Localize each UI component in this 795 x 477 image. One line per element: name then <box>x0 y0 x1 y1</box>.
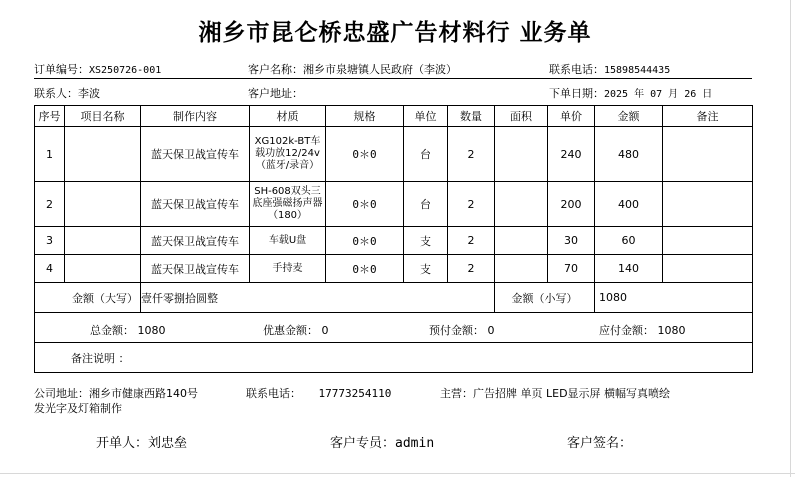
cell-price: 200 <box>548 182 595 227</box>
cell-unit: 支 <box>404 227 448 255</box>
cell-content: 蓝天保卫战宣传车 <box>141 127 250 182</box>
header-note: 备注 <box>663 106 753 127</box>
main-business-line2: 发光字及灯箱制作 <box>34 402 122 415</box>
cell-project <box>65 255 141 283</box>
order-date-label: 下单日期： <box>549 87 604 100</box>
customer-rep-label: 客户专员： <box>330 436 396 451</box>
payable-label: 应付金额： <box>599 323 654 337</box>
remark-row <box>35 343 753 373</box>
company-address-value: 湘乡市健康西路140号 <box>89 387 198 400</box>
cell-index: 2 <box>35 182 65 227</box>
discount-amount <box>263 322 329 338</box>
cell-price: 70 <box>548 255 595 283</box>
customer-address-label: 客户地址： <box>248 87 303 100</box>
cell-note <box>663 227 753 255</box>
customer-name-field <box>248 61 457 77</box>
issuer-signature <box>96 432 187 451</box>
header-spec: 规格 <box>326 106 404 127</box>
main-business-label: 主营： <box>440 387 473 400</box>
cell-note <box>663 255 753 283</box>
contact-person-value: 李波 <box>78 87 100 100</box>
order-date-value: 2025 年 07 月 26 日 <box>604 89 713 100</box>
cell-amount: 400 <box>595 182 663 227</box>
header-content: 制作内容 <box>141 106 250 127</box>
header-qty: 数量 <box>448 106 495 127</box>
prepaid-label: 预付金额： <box>429 323 484 337</box>
issuer-label: 开单人： <box>96 436 149 451</box>
order-date-field <box>549 85 712 101</box>
amount-upper-value: 壹仟零捌拾圆整 <box>141 283 495 313</box>
cell-index: 1 <box>35 127 65 182</box>
cell-unit: 台 <box>404 182 448 227</box>
cell-amount: 140 <box>595 255 663 283</box>
cell-qty: 2 <box>448 182 495 227</box>
contact-person-label: 联系人： <box>34 87 78 100</box>
remark-label: 备注说明 ： <box>35 343 753 373</box>
amount-lower-value: 1080 <box>595 283 753 313</box>
cell-area <box>495 182 548 227</box>
order-number-field <box>34 61 161 77</box>
table-row <box>35 255 753 283</box>
totals-cell <box>35 313 753 343</box>
header-area: 面积 <box>495 106 548 127</box>
cell-note <box>663 182 753 227</box>
cell-content: 蓝天保卫战宣传车 <box>141 182 250 227</box>
cell-content: 蓝天保卫战宣传车 <box>141 255 250 283</box>
cell-project <box>65 227 141 255</box>
contact-phone-label: 联系电话： <box>549 63 604 76</box>
total-label: 总金额： <box>90 323 134 337</box>
cell-price: 240 <box>548 127 595 182</box>
main-business-line1: 广告招牌 单页 LED显示屏 横幅写真喷绘 <box>473 387 671 400</box>
table-header-row <box>35 106 753 127</box>
cell-spec: 0＊0 <box>326 182 404 227</box>
company-address-label: 公司地址： <box>34 387 89 400</box>
total-amount <box>90 322 166 338</box>
prepaid-value: 0 <box>487 323 495 337</box>
info-divider <box>34 78 752 79</box>
frame-bottom-border <box>0 473 795 474</box>
cell-project <box>65 182 141 227</box>
cell-index: 3 <box>35 227 65 255</box>
company-phone <box>246 385 391 401</box>
header-index: 序号 <box>35 106 65 127</box>
prepaid-amount <box>429 322 495 338</box>
cell-unit: 支 <box>404 255 448 283</box>
amount-summary-row <box>35 283 753 313</box>
cell-content: 蓝天保卫战宣传车 <box>141 227 250 255</box>
payable-amount <box>599 322 686 338</box>
cell-price: 30 <box>548 227 595 255</box>
table-row <box>35 227 753 255</box>
totals-row <box>35 313 753 343</box>
company-address <box>34 385 198 401</box>
header-unit: 单位 <box>404 106 448 127</box>
header-project: 项目名称 <box>65 106 141 127</box>
amount-upper-label: 金额（大写） <box>35 283 141 313</box>
contact-phone-field <box>549 61 670 77</box>
cell-area <box>495 227 548 255</box>
order-number-label: 订单编号： <box>34 63 89 76</box>
customer-name-label: 客户名称： <box>248 63 303 76</box>
document-title: 湘乡市昆仑桥忠盛广告材料行 业务单 <box>198 20 592 46</box>
customer-signature <box>567 432 632 451</box>
cell-unit: 台 <box>404 127 448 182</box>
customer-name-value: 湘乡市泉塘镇人民政府（李波） <box>303 63 457 76</box>
cell-project <box>65 127 141 182</box>
cell-qty: 2 <box>448 127 495 182</box>
discount-value: 0 <box>321 323 329 337</box>
cell-area <box>495 127 548 182</box>
contact-phone-value: 15898544435 <box>604 65 671 76</box>
cell-amount: 60 <box>595 227 663 255</box>
customer-signature-label: 客户签名： <box>567 436 633 451</box>
cell-note <box>663 127 753 182</box>
issuer-value: 刘忠垒 <box>148 436 188 451</box>
amount-lower-label: 金额（小写） <box>495 283 595 313</box>
cell-spec: 0＊0 <box>326 227 404 255</box>
contact-person-field <box>34 85 100 101</box>
cell-material: 车载U盘 <box>250 227 326 255</box>
company-phone-label: 联系电话： <box>246 387 301 400</box>
customer-rep <box>330 432 434 451</box>
header-price: 单价 <box>548 106 595 127</box>
cell-spec: 0＊0 <box>326 255 404 283</box>
company-phone-value: 17773254110 <box>318 387 392 400</box>
header-material: 材质 <box>250 106 326 127</box>
header-amount: 金额 <box>595 106 663 127</box>
order-number-value: XS250726-001 <box>89 65 162 76</box>
payable-value: 1080 <box>657 323 686 337</box>
customer-address-field <box>248 85 303 101</box>
cell-qty: 2 <box>448 255 495 283</box>
cell-spec: 0＊0 <box>326 127 404 182</box>
table-row <box>35 127 753 182</box>
main-business <box>440 385 670 401</box>
customer-rep-value: admin <box>395 436 435 451</box>
discount-label: 优惠金额： <box>263 323 318 337</box>
cell-material: SH-608双头三底座强磁扬声器（180） <box>250 182 326 227</box>
frame-right-border <box>790 0 791 477</box>
cell-material: XG102k-BT车载功放12/24v（蓝牙/录音） <box>250 127 326 182</box>
cell-material: 手持麦 <box>250 255 326 283</box>
order-items-table <box>34 105 753 373</box>
cell-amount: 480 <box>595 127 663 182</box>
total-value: 1080 <box>137 323 166 337</box>
cell-qty: 2 <box>448 227 495 255</box>
cell-area <box>495 255 548 283</box>
cell-index: 4 <box>35 255 65 283</box>
table-row <box>35 182 753 227</box>
